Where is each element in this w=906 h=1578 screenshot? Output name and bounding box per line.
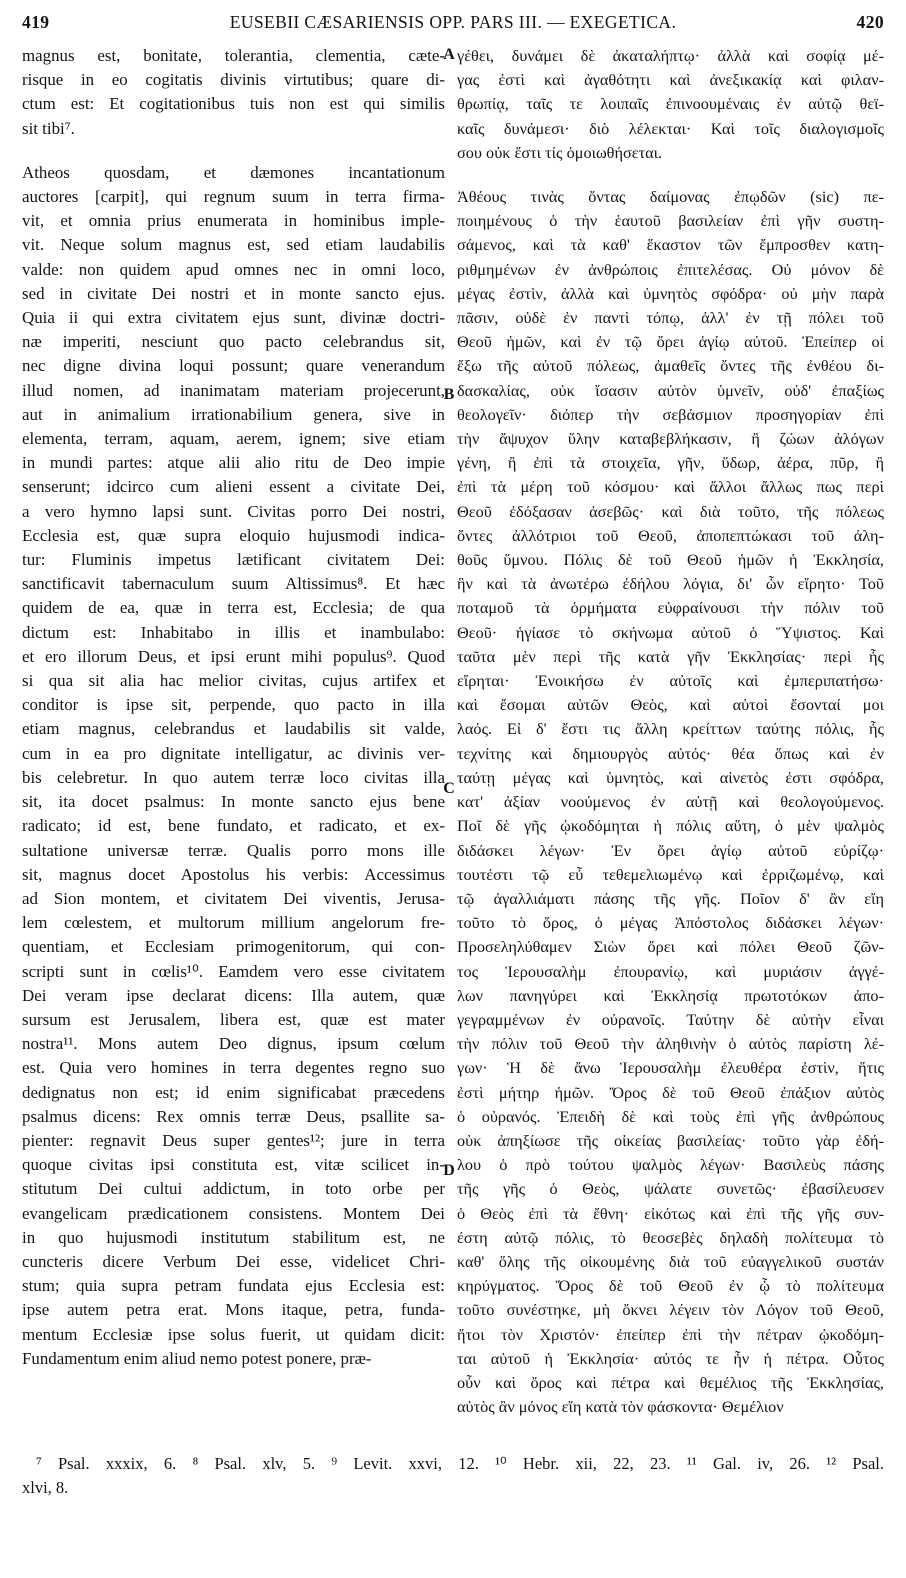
text-line: lem cœlestem, et multorum millium angelorum fre- xyxy=(22,913,445,933)
text-line: sit, magnus docet Apostolus his verbis: Accessimus xyxy=(22,864,445,884)
text-line: aut in animalium irrationabilium genera, sive in xyxy=(22,404,445,424)
text-line: γεγραμμένων ἐν οὐρανοῖς. Ταύτην δὲ αὐτὴν εἶναι xyxy=(457,1009,884,1029)
text-line: si qua sit alia hac melior civitas, cujus artifex et xyxy=(22,671,445,691)
section-marker-d: D xyxy=(443,1162,455,1179)
paragraph-gap xyxy=(457,165,884,185)
text-line: sit, ita docet psalmus: In monte sancto ejus bene xyxy=(22,792,445,812)
text-line: auctores [carpit], qui regnum suum in terra firma- xyxy=(22,187,445,207)
text-line: λων πανηγύρει καὶ Ἐκκλησίᾳ πρωτοτόκων ἀπο- xyxy=(457,985,884,1005)
text-line: quoque civitas ipsi constituta est, vitæ scilicet in- xyxy=(22,1155,445,1175)
text-line: λου ὁ πρὸ τούτου ψαλμὸς λέγων· Βασιλεὺς πάσης xyxy=(457,1155,884,1175)
text-line: cum in ea pro dignitate intelligatur, ac divinis ver- xyxy=(22,743,445,763)
footnote-line: ⁷ Psal. xxxix, 6. ⁸ Psal. xlv, 5. ⁹ Levit. xxvi, 12. ¹⁰ Hebr. xii, 22, 23. ¹¹ Gal. iv, 26. ¹² Psal. xyxy=(36,1454,884,1473)
text-line: ριθμημένων ἐν ἀνθρώποις ἐπιτελέσας. Οὐ μόνον δὲ xyxy=(457,259,884,279)
greek-paragraph-1 xyxy=(457,44,884,165)
text-line: γας ἐστὶ καὶ ἀγαθότητι καὶ ἀνεξικακίᾳ καὶ φιλαν- xyxy=(457,70,884,90)
text-line: Dei veram ipse declarat dicens: Illa autem, quæ xyxy=(22,985,445,1005)
text-line: τοῦτο συνέστηκε, μὴ ὄκνει λέγειν τὸν Λόγον τοῦ Θεοῦ, xyxy=(457,1300,884,1320)
latin-column xyxy=(22,44,445,1371)
text-line: et ero illorum Deus, et ipsi erunt mihi populus⁹. Quod xyxy=(22,646,445,666)
text-line: Ποῖ δὲ γῆς ᾠκοδόμηται ἡ πόλις αὕτη, ὁ μὲν ψαλμὸς xyxy=(457,816,884,836)
text-line: γέθει, δυνάμει δὲ ἀκαταλήπτῳ· ἀλλὰ καὶ σοφίᾳ μέ- xyxy=(457,46,884,65)
paragraph-gap xyxy=(22,141,445,161)
text-line: θεολογεῖν· διόπερ τὴν σεβάσμιον προσηγορίαν ἐπὶ xyxy=(457,404,884,424)
text-line: οὖν καὶ ὄρος καὶ πέτρα καὶ θεμέλιος τῆς Ἐκκλησίας, xyxy=(457,1372,884,1392)
text-line: stum; quia supra petram fundata ejus Ecclesia est: xyxy=(22,1276,445,1296)
text-line: risque in eo cogitatis divinis virtutibus; quare di- xyxy=(22,70,445,90)
text-line: evangelicam prædicationem consistens. Montem Dei xyxy=(22,1203,445,1223)
page-number-right: 420 xyxy=(856,12,884,32)
footnote-line: xlvi, 8. xyxy=(22,1478,69,1497)
text-line: stitutum Dei cultui addictum, in toto orbe per xyxy=(22,1179,445,1199)
text-line: Ἀθέους τινὰς ὄντας δαίμονας ἐπῳδῶν (sic) πε- xyxy=(457,187,884,207)
text-line: τὴν ἄψυχον ὕλην καταβεβλήκασιν, ἢ ζώων ἀλόγων xyxy=(457,429,884,449)
text-line: ἐστὶ μήτηρ ἡμῶν. Ὄρος δὲ τοῦ Θεοῦ ἐπάξιον αὐτὸς xyxy=(457,1082,884,1102)
greek-column xyxy=(457,44,884,1419)
text-line: pienter: regnavit Deus super gentes¹²; jure in terra xyxy=(22,1130,445,1150)
text-line: sit tibi⁷. xyxy=(22,118,75,138)
text-line: ipse autem petra erat. Mons itaque, petra, funda- xyxy=(22,1300,445,1320)
text-line: cuncteris dicere Verbum Dei esse, videlicet Chri- xyxy=(22,1251,445,1271)
text-line: sursum est Jerusalem, libera est, quæ est mater xyxy=(22,1009,445,1029)
text-line: μέγας ἐστὶν, ἀλλὰ καὶ ὑμνητὸς σφόδρα· οὐ μὴν παρὰ xyxy=(457,283,884,303)
text-line: σου οὐκ ἔστι τίς ὁμοιωθήσεται. xyxy=(457,142,663,162)
text-line: vit. Neque solum magnus est, sed etiam laudabilis xyxy=(22,235,445,255)
text-line: Θεοῦ· ἡγίασε τὸ σκήνωμα αὐτοῦ ὁ Ὕψιστος. Καὶ xyxy=(457,622,884,642)
text-line: quidem de ea, quæ in terra est, Ecclesia; de qua xyxy=(22,598,445,618)
text-line: τοῦτο τὸ ὄρος, ὁ μέγας Ἀπόστολος διδάσκει λέγων· xyxy=(457,913,884,933)
text-line: mentum Ecclesiæ ipse solus fuerit, ut quidam dicit: xyxy=(22,1324,445,1344)
text-line: έστη αὐτῷ πόλις, τὸ θεοσεβὲς δηλαδὴ πολίτευμα τὸ xyxy=(457,1227,884,1247)
text-line: ad Sion montem, et civitatem Dei viventis, Jerusa- xyxy=(22,888,445,908)
text-line: κηρύγματος. Ὄρος δὲ τοῦ Θεοῦ ἐν ᾧ τὸ πολίτευμα xyxy=(457,1276,884,1296)
section-marker-a: A xyxy=(443,46,455,63)
greek-paragraph-2 xyxy=(457,185,884,1419)
latin-paragraph-2 xyxy=(22,161,445,1371)
text-line: elementa, terram, aquam, aerem, ignem; sive etiam xyxy=(22,429,445,449)
text-line: dictum est: Inhabitabo in illis et inambulabo: xyxy=(22,622,445,642)
text-line: τῆς γῆς ὁ Θεὸς, ψάλατε συνετῶς· ἐβασίλευσεν xyxy=(457,1179,884,1199)
text-line: Atheos quosdam, et dæmones incantationum xyxy=(22,162,445,182)
text-line: in mundi partes: atque alii alio ritu de Deo impie xyxy=(22,453,445,473)
text-line: Fundamentum enim aliud nemo potest ponere, præ- xyxy=(22,1348,372,1368)
text-line: τῷ ἀγαλλιάματι πάσης τῆς γῆς. Ποῖον δ' ἂν εἴη xyxy=(457,888,884,908)
text-line: quentiam, et Ecclesiam primogenitorum, qui con- xyxy=(22,937,445,957)
text-line: πᾶσιν, οὐδὲ ἐν παντὶ τόπῳ, ἀλλ' ἐν τῇ πόλει τοῦ xyxy=(457,308,884,328)
text-line: radicato; id est, bene fundato, et radicato, et ex- xyxy=(22,816,445,836)
text-line: tur: Fluminis impetus lætificant civitatem Dei: xyxy=(22,550,445,570)
text-line: ὄντες ἀλλότριοι τοῦ Θεοῦ, ἀποπεπτώκασι τοῦ ἀλη- xyxy=(457,525,884,545)
text-line: etiam magnus, celebrandus et laudabilis sit valde, xyxy=(22,719,445,739)
text-line: αὐτὸς ἂν μόνος εἴη κατὰ τὸν φάσκοντα· Θεμέλιον xyxy=(457,1397,784,1417)
text-line: est. Quia vero homines in terra degentes regno suo xyxy=(22,1058,445,1078)
text-line: sanctificavit tabernaculum suum Altissimus⁸. Et hæc xyxy=(22,574,445,594)
text-line: dedignatus non est; id enim significabat præcedens xyxy=(22,1082,445,1102)
text-line: illud nomen, ad inanimatam materiam projecerunt, xyxy=(22,380,445,400)
text-line: næ imperiti, nesciunt quo pacto celebrandus sit, xyxy=(22,332,445,352)
text-line: καὶ ἔσομαι αὐτῶν Θεὸς, καὶ αὐτοὶ ἔσονταί μοι xyxy=(457,695,884,715)
text-line: καθ' ὅλης τῆς οἰκουμένης διὰ τοῦ εὐαγγελικοῦ συστάν xyxy=(457,1251,884,1271)
page-number-left: 419 xyxy=(22,12,50,32)
text-line: διδάσκει λέγων· Ἐν ὄρει ἁγίῳ αὐτοῦ εὐρίζῳ· xyxy=(457,840,884,860)
text-line: εἴρηται· Ἐνοικήσω ἐν αὐτοῖς καὶ ἐμπεριπατήσω· xyxy=(457,671,884,691)
text-line: scripti sunt in cœlis¹⁰. Eamdem vero esse civitatem xyxy=(22,961,445,981)
text-line: τὴν πόλιν τοῦ Θεοῦ τὴν ἀληθινὴν ὁ αὐτὸς παρίστη λέ- xyxy=(457,1034,884,1054)
text-line: senserunt; idcirco cum alieni essent a civitate Dei, xyxy=(22,477,445,497)
text-line: τος Ἱερουσαλὴμ ἐπουρανίῳ, καὶ μυριάσιν ἀγγέ- xyxy=(457,961,884,981)
section-marker-b: B xyxy=(443,386,455,403)
text-line: valde: non quidem apud omnes nec in omni loco, xyxy=(22,259,445,279)
text-line: Θεοῦ ἐδόξασαν ἀσεβῶς· καὶ διὰ τοῦτο, τῆς πόλεως xyxy=(457,501,884,521)
text-line: ταῦτα μὲν περὶ τῆς κατὰ γῆν Ἐκκλησίας· περὶ ἧς xyxy=(457,646,884,666)
text-line: ἔξω τῆς αὐτοῦ πόλεως, ἀμαθεῖς ὄντες τῆς ἐνθέου δι- xyxy=(457,356,884,376)
section-marker-c: C xyxy=(443,780,455,797)
running-title: EUSEBII CÆSARIENSIS OPP. PARS III. — EXEGETICA. xyxy=(229,12,677,32)
text-line: a vero hymno lapsi sunt. Civitas porro Dei nostri, xyxy=(22,501,445,521)
text-line: Quia ii qui extra civitatem ejus sunt, divinæ doctri- xyxy=(22,308,445,328)
text-line: θρωπίᾳ, ταῖς τε λοιπαῖς ἐπινοουμέναις ἐν αὐτῷ θεϊ- xyxy=(457,94,884,114)
text-line: nostra¹¹. Mons autem Deo dignus, ipsum cœlum xyxy=(22,1034,445,1054)
text-line: sed in civitate Dei nostri et in monte sancto ejus. xyxy=(22,283,445,303)
text-line: θοῦς ὕμνου. Πόλις δὲ τοῦ Θεοῦ ἡμῶν ἡ Ἐκκλησία, xyxy=(457,550,884,570)
text-line: bis celebretur. In quo autem terræ loco civitas illa xyxy=(22,767,445,787)
text-line: γένη, ἢ ἐπὶ τὰ στοιχεῖα, γῆν, ὕδωρ, ἀέρα, πῦρ, ἢ xyxy=(457,453,884,473)
latin-paragraph-1 xyxy=(22,44,445,141)
text-line: ποιημένους ὁ τὴν ἑαυτοῦ βασιλείαν ἐπὶ γῆν συστη- xyxy=(457,211,884,231)
text-line: ἤτοι τὸν Χριστόν· ἐπείπερ ἐπὶ τὴν πέτραν ᾠκοδόμη- xyxy=(457,1324,884,1344)
text-line: Ecclesia est, quæ supra eloquio hujusmodi indica- xyxy=(22,525,445,545)
text-line: κατ' ἀξίαν νοούμενος ἐν αὐτῇ καὶ θεολογούμενος. xyxy=(457,792,884,812)
text-line: ταύτῃ μέγας καὶ ὑμνητὸς, καὶ αἰνετὸς ἐστι σφόδρα, xyxy=(457,767,884,787)
page-header xyxy=(22,12,884,38)
text-line: Προσεληλύθαμεν Σιὼν ὄρει καὶ πόλει Θεοῦ ζῶν- xyxy=(457,937,884,957)
text-line: ctum est: Et cogitationibus tuis non est qui similis xyxy=(22,94,445,114)
text-line: ὁ Θεὸς ἐπὶ τὰ ἔθνη· εἰκότως καὶ ἐπὶ τῆς γῆς συν- xyxy=(457,1203,884,1223)
text-line: καῖς δυνάμεσι· διὸ λέλεκται· Καὶ τοῖς διαλογισμοῖς xyxy=(457,118,884,138)
text-line: τουτέστι τῷ εὖ τεθεμελιωμένῳ καὶ ἐρριζωμένῳ, καὶ xyxy=(457,864,884,884)
text-line: σάμενος, καὶ τὰ καθ' ἕκαστον τῶν ἔμπροσθεν κατη- xyxy=(457,235,884,255)
text-line: ἐπὶ τὰ μέρη τοῦ κόσμου· καὶ ἄλλοι ἄλλως πως περὶ xyxy=(457,477,884,497)
text-line: γων· Ἡ δὲ ἄνω Ἱερουσαλὴμ ἐλευθέρα ἐστὶν, ἥτις xyxy=(457,1058,884,1078)
text-line: nec digne divina loqui possunt; quare venerandum xyxy=(22,356,445,376)
text-line: magnus est, bonitate, tolerantia, clementia, cæte- xyxy=(22,46,445,65)
text-line: in quo hujusmodi institutum stabilitum est, ne xyxy=(22,1227,445,1247)
text-line: Θεοῦ ἡμῶν, καὶ ἐν τῷ ὄρει ἁγίῳ αὐτοῦ. Ἐπείπερ οἱ xyxy=(457,332,884,352)
text-line: οὐκ ἀπηξίωσε τῆς οἰκείας βασιλείας· τοῦτο γὰρ ἐδή- xyxy=(457,1130,884,1150)
text-line: ἣν καὶ τὰ ἀνωτέρω ἐδήλου λόγια, δι' ὧν εἴρητο· Τοῦ xyxy=(457,574,884,594)
text-line: τεχνίτης καὶ δημιουργὸς αὐτός· θέα ὅπως καὶ ἐν xyxy=(457,743,884,763)
text-line: vit, et omnia prius enumerata in hominibus imple- xyxy=(22,211,445,231)
text-line: δασκαλίας, οὐκ ἴσασιν αὐτὸν ὑμνεῖν, οὐδ' ἐπαξίως xyxy=(457,380,884,400)
text-line: sultatione universæ terræ. Qualis porro mons ille xyxy=(22,840,445,860)
text-line: ὁ οὐρανός. Ἐπειδὴ δὲ καὶ τοὺς ἐπὶ γῆς ἀνθρώπους xyxy=(457,1106,884,1126)
footnotes xyxy=(22,1452,884,1500)
text-line: conditor is ipse sit, perpende, quo pacto in illa xyxy=(22,695,445,715)
text-line: ποταμοῦ τὰ ὁρμήματα εὐφραίνουσι τὴν πόλιν τοῦ xyxy=(457,598,884,618)
text-line: psalmus dicens: Rex omnis terræ Deus, psallite sa- xyxy=(22,1106,445,1126)
text-line: ται αὐτοῦ ἡ Ἐκκλησία· αὐτός τε ἦν ἡ πέτρα. Οὗτος xyxy=(457,1348,884,1368)
text-line: λαός. Εἰ δ' ἔστι τις ἄλλη κρείττων ταύτης πόλις, ἧς xyxy=(457,719,884,739)
